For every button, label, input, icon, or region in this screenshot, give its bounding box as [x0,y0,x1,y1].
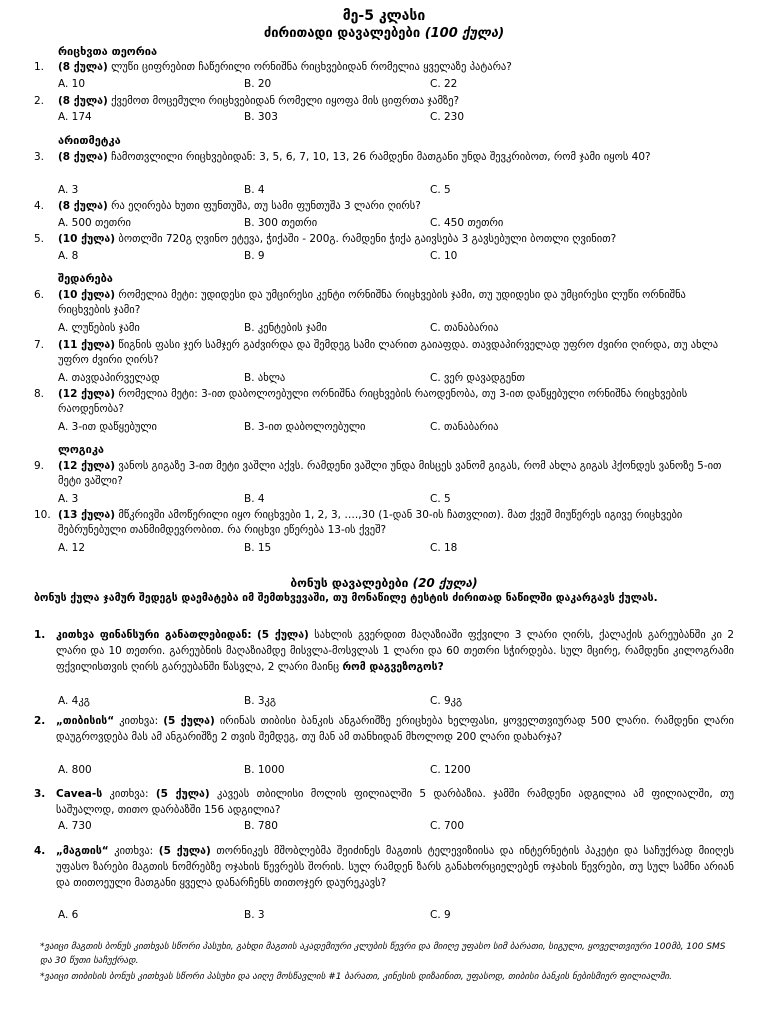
question-body: ჩამოთვლილი რიცხვებიდან: 3, 5, 6, 7, 10, 13, 26 რამდენი მათგანი უნდა შევკრიბოთ, რომ ჯამი იყოს 40? [111,151,651,163]
option-b: B. 300 თეთრი [244,217,318,229]
bonus-intro: ბონუს ქულა ჯამურ შედეგს დაემატება იმ შემთხვევაში, თუ მონაწილე ტესტის ძირითად ნაწილში დაკარგავს ქულას. [34,592,658,604]
question-number: 10. [34,509,51,521]
question-points: (13 ქულა) [58,509,116,521]
footnote-tbc: *ვაიცი თიბისის ბონუს კითხვას სწორი პასუხი და აიღე მოსწავლის #1 ბარათი, კინესის დიზაინით, უფასოდ, თიბისი ბანკის ნებისმიერ ფილიალში. [40,972,673,982]
option-b: B. ახლა [244,372,286,384]
question-body: რომელია მეტი: 3-ით დაბოლოებული ორნიშნა რიცხვების რაოდენობა, თუ 3-ით დაწყებული ორნიშნა რიცხვების რაოდენობა? [58,388,688,415]
option-a: A. 174 [58,111,92,123]
question-points: (8 ქულა) [58,95,108,107]
question-6 [34,288,734,318]
question-lead: „მაგთის“ [56,845,109,857]
question-body: ირინას თიბისი ბანკის ანგარიშზე ერიცხება ხელფასი, ყოველთვიურად 500 ლარი. რამდენი ლარი დაუგროვდება მას ამ ანგარიშზე 2 თვის შემდეგ, თუ მან ამ თანხიდან მხოლოდ 200 ლარი დახარჯა? [56,715,734,743]
question-number: 3. [34,788,46,800]
footnote-magti: *ვაიცი მაგთის ბონუს კითხვას სწორი პასუხი, გახდი მაგთის აკადემიური კლუბის წევრი და მიიღე უფასო სიმ ბარათი, სიგული, ყოველთვიური 100მბ, 100 SMS და 30 წუთი საჩუქრად. [40,942,726,966]
page-title: მე-5 კლასი [342,8,426,24]
option-b: B. 3კგ [244,695,277,707]
option-a: A. 500 თეთრი [58,217,131,229]
question-points: (10 ქულა) [58,233,116,245]
option-c: C. 1200 [430,764,471,776]
bonus-answer-options-3 [58,819,734,833]
question-text [58,150,734,165]
question-text [58,288,734,318]
option-c: C. 700 [430,820,465,832]
section-heading-comparison: შედარება [58,272,113,285]
option-b: B. 9 [244,250,265,262]
question-text [58,387,734,417]
question-number: 4. [34,200,45,212]
question-2 [34,94,734,109]
option-a: A. 800 [58,764,92,776]
option-c: C. თანაბარია [430,421,499,433]
question-points: (8 ქულა) [58,61,108,73]
question-1 [34,60,734,75]
subtitle-main: ძირითადი დავალებები [263,26,421,41]
question-text [56,786,734,818]
question-lead: „თიბისის“ [56,715,115,727]
bonus-question-3 [34,786,734,818]
option-b: B. კენტების ჯამი [244,322,327,334]
question-lead-2: კითხვა: [119,715,159,727]
question-text [58,459,734,489]
bonus-answer-options-2 [58,763,734,777]
bonus-answer-options-4 [58,908,734,922]
question-points: (11 ქულა) [58,339,116,351]
bonus-question-1 [34,627,734,675]
answer-options-1 [58,77,734,91]
question-4 [34,199,734,214]
question-number: 9. [34,460,45,472]
question-text [56,843,734,891]
answer-options-8 [58,420,734,434]
option-a: A. 8 [58,250,79,262]
bonus-answer-options-1 [58,694,734,708]
option-a: A. 3 [58,184,79,196]
option-c: C. 5 [430,493,451,505]
question-lead-2: კითხვა: [114,845,154,857]
question-7 [34,338,734,368]
bonus-question-4 [34,843,734,891]
question-body: რომელია მეტი: უდიდესი და უმცირესი კენტი ორნიშნა რიცხვების ჯამი, თუ უდიდესი და უმცირესი ლუწი ორნიშნა რიცხვების ჯამი? [58,289,686,316]
option-c: C. 230 [430,111,465,123]
question-points: (5 ქულა) [163,715,215,727]
question-body: ქვემოთ მოცემული რიცხვებიდან რომელი იყოფა მის ციფრთა ჯამზე? [111,95,460,107]
option-b: B. 3 [244,909,265,921]
bonus-title-points: (20 ქულა) [412,576,478,590]
question-lead-2: კითხვა: [109,788,149,800]
option-c: C. 22 [430,78,458,90]
bonus-section-title [0,575,768,591]
question-lead: Cavea-ს [56,788,103,800]
option-a: A. 3 [58,493,79,505]
question-points: (5 ქულა) [158,845,211,857]
option-a: A. 4კგ [58,695,90,707]
question-body: ლუწი ციფრებით ჩაწერილი ორნიშნა რიცხვებიდან რომელია ყველაზე პატარა? [111,61,512,73]
question-body: მწკრივში ამოწერილი იყო რიცხვები 1, 2, 3, ….,30 (1-დან 30-ის ჩათვლით). მათ ქვეშ მიუწერეს იგივე რიცხვები შებრუნებული თანმიმდევრობით. რა რიცხვი ეწერება 13-ის ქვეშ? [58,509,683,536]
question-text [58,199,734,214]
question-points: (10 ქულა) [58,289,116,301]
option-b: B. 3-ით დაბოლოებული [244,421,366,433]
question-number: 7. [34,339,45,351]
option-c: C. თანაბარია [430,322,499,334]
answer-options-10 [58,541,734,555]
question-lead: კითხვა ფინანსური განათლებიდან: [56,629,252,641]
page-subtitle [0,25,768,43]
option-a: A. ლუწების ჯამი [58,322,140,334]
option-c: C. 9კგ [430,695,463,707]
answer-options-5 [58,249,734,263]
answer-options-2 [58,110,734,124]
section-heading-logic: ლოგიკა [58,443,105,456]
option-b: B. 780 [244,820,278,832]
question-9 [34,459,734,489]
question-points: (5 ქულა) [155,788,210,800]
question-body: წიგნის ფასი ჯერ სამჯერ გაძვირდა და შემდეგ სამი ლარით გაიაფდა. თავდაპირველად უფრო ძვირი ღირდა, თუ ახლა უფრო ძვირი ღირს? [58,339,719,366]
question-text [58,94,734,109]
question-5 [34,232,734,247]
question-8 [34,387,734,417]
question-body: ვანოს გიგაზე 3-ით მეტი ვაშლი აქვს. რამდენი ვაშლი უნდა მისცეს ვანომ გიგას, რომ ახლა გიგას ჰქონდეს ვანოზე 5-ით მეტი ვაშლი? [58,460,722,487]
question-number: 4. [34,845,46,857]
question-10 [34,508,734,538]
option-a: A. 12 [58,542,86,554]
bonus-question-2 [34,713,734,745]
option-b: B. 4 [244,493,265,505]
question-text [58,508,734,538]
question-number: 5. [34,233,45,245]
option-b: B. 303 [244,111,278,123]
option-b: B. 20 [244,78,272,90]
question-body: სახლის გვერდით მაღაზიაში ფქვილი 3 ლარი ღირს, ქალაქის გარეუბანში კი 2 ლარი და 10 თეთრი. გარეუბნის მაღაზიამდე მისვლა-მოსვლას 1 ლარი და 60 თეთრი სჭირდება. სულ მცირე, რამდენი კილოგრამი ფქვილისთვის ღირს გარეუბანში წასვლა, 2 ლარი მაინც [56,629,735,673]
option-c: C. 18 [430,542,458,554]
answer-options-6 [58,321,734,335]
option-c: C. ვერ დავადგენთ [430,372,525,384]
section-heading-arithmetic: არითმეტკა [58,134,121,147]
answer-options-4 [58,216,734,230]
bonus-title-main: ბონუს დავალებები [290,576,409,590]
option-c: C. 9 [430,909,451,921]
question-ask: რომ დაგვეზოგოს? [342,661,444,673]
question-body: რა ეღირება ხუთი ფუნთუშა, თუ სამი ფუნთუშა 3 ლარი ღირს? [111,200,421,212]
option-a: A. 10 [58,78,86,90]
question-text [56,627,734,675]
question-text [58,60,734,75]
question-number: 3. [34,151,45,163]
question-number: 1. [34,61,45,73]
answer-options-7 [58,371,734,385]
question-points: (12 ქულა) [58,460,116,472]
option-b: B. 1000 [244,764,285,776]
question-number: 6. [34,289,45,301]
option-a: A. 730 [58,820,92,832]
question-points: (8 ქულა) [58,200,108,212]
question-text [56,713,734,745]
question-body: კავეას თბილისი მოლის ფილიალში 5 დარბაზია. ჯამში რამდენი ადგილია ამ ფილიალში, თუ საშუალოდ, თითო დარბაზში 156 ადგილია? [56,788,735,816]
question-body: თორნიკეს მშობლებმა შეიძინეს მაგთის ტელევიზიისა და ინტერნეტის პაკეტი და საჩუქრად მიიღეს უფასო ზარები მაგთის ნომრებზე ოჯახის წევრებს შორის. სულ რამდენ ზარს განახორციელებენ ოჯახის წევრები, თუ სულ სამნი არიან და თითოეული მათგანი ყველა დანარჩენს თითოჯერ დაურეკავს? [56,845,734,889]
question-points: (8 ქულა) [58,151,108,163]
question-text [58,338,734,368]
option-a: A. 6 [58,909,79,921]
question-number: 1. [34,629,46,641]
question-points: (5 ქულა) [256,629,309,641]
question-number: 2. [34,95,45,107]
question-number: 2. [34,715,46,727]
question-points: (12 ქულა) [58,388,116,400]
section-heading-number-theory: რიცხვთა თეორია [58,45,158,58]
option-c: C. 450 თეთრი [430,217,504,229]
question-text [58,232,734,247]
option-c: C. 5 [430,184,451,196]
option-b: B. 4 [244,184,265,196]
option-c: C. 10 [430,250,458,262]
option-a: A. 3-ით დაწყებული [58,421,157,433]
option-b: B. 15 [244,542,272,554]
question-number: 8. [34,388,45,400]
question-3 [34,150,734,165]
answer-options-9 [58,492,734,506]
question-body: ბოთლში 720გ ღვინო ეტევა, ჭიქაში - 200გ. რამდენი ჭიქა გაივსება 3 გავსებული ბოთლი ღვინით? [118,233,617,245]
answer-options-3 [58,183,734,197]
option-a: A. თავდაპირველად [58,372,160,384]
subtitle-points: (100 ქულა) [424,26,505,41]
